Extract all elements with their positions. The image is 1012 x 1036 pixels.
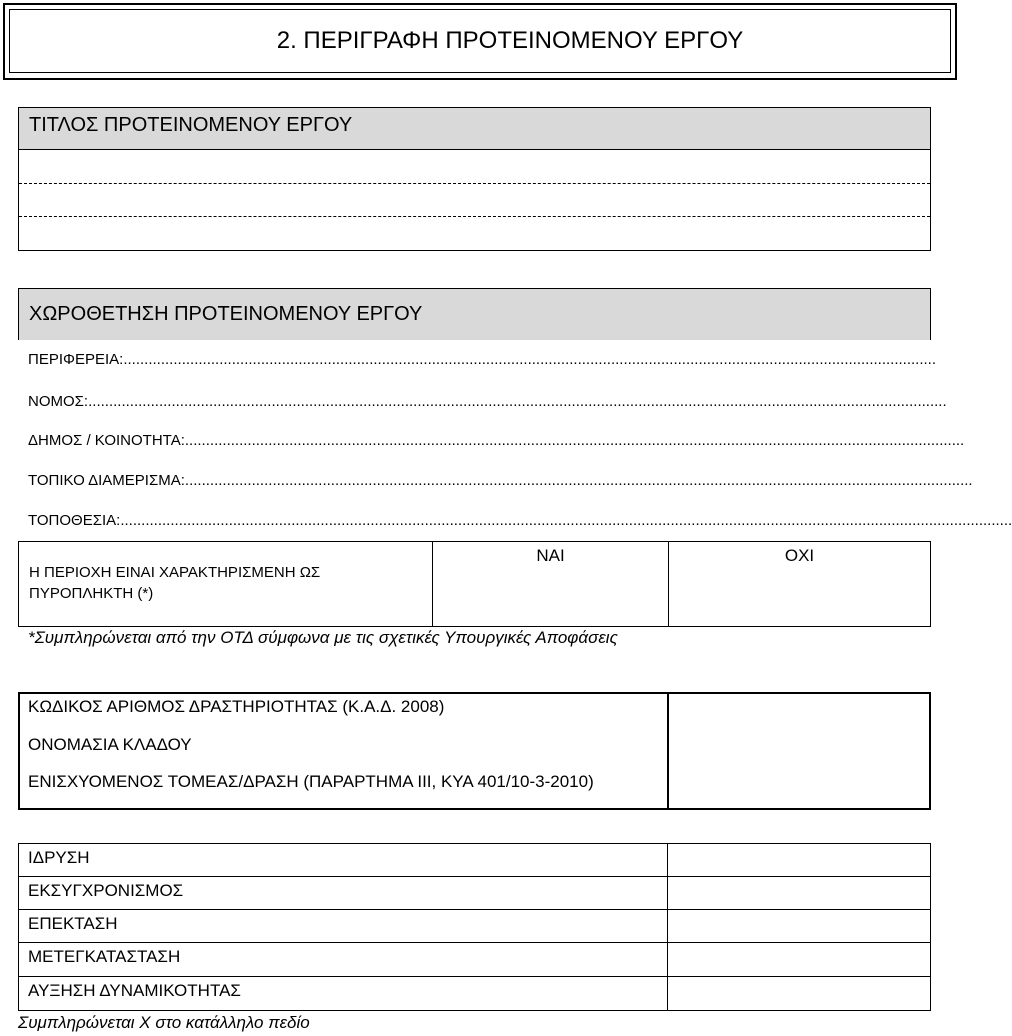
local-district-field[interactable] bbox=[28, 472, 973, 496]
action-expansion-label: ΕΠΕΚΤΑΣΗ bbox=[28, 914, 118, 933]
fire-zone-yes-label: ΝΑΙ bbox=[536, 546, 565, 565]
action-type-note: Συμπληρώνεται Χ στο κατάλληλο πεδίο bbox=[18, 1013, 310, 1032]
region-dots: ................................................................................................................................................................................................... bbox=[123, 351, 937, 368]
project-title-line-2[interactable] bbox=[19, 216, 930, 217]
action-founding-checkbox[interactable] bbox=[668, 844, 930, 876]
fire-zone-no-label: ΟΧΙ bbox=[784, 546, 815, 565]
fire-zone-note: *Συμπληρώνεται από την ΟΤΔ σύμφωνα με τις σχετικές Υπουργικές Αποφάσεις bbox=[28, 628, 618, 647]
fire-zone-no-cell[interactable] bbox=[668, 541, 931, 627]
action-capacity-checkbox[interactable] bbox=[668, 977, 930, 1010]
fire-zone-question-line-2: ΠΥΡΟΠΛΗΚΤΗ (*) bbox=[29, 585, 154, 602]
action-modernization-checkbox[interactable] bbox=[668, 877, 930, 909]
municipality-field[interactable] bbox=[28, 432, 965, 456]
action-capacity-label: ΑΥΞΗΣΗ ΔΥΝΑΜΙΚΟΤΗΤΑΣ bbox=[28, 981, 241, 1000]
municipality-dots: ........................................................................................................................................................................................... bbox=[184, 432, 965, 449]
region-label: ΠΕΡΙΦΕΡΕΙΑ: bbox=[28, 351, 124, 368]
action-founding-label: ΙΔΡΥΣΗ bbox=[28, 848, 90, 867]
region-field[interactable] bbox=[28, 351, 937, 375]
activity-code-label: ΚΩΔΙΚΟΣ ΑΡΙΘΜΟΣ ΔΡΑΣΤΗΡΙΟΤΗΤΑΣ (Κ.Α.Δ. 2008) bbox=[28, 697, 445, 716]
action-modernization-label: ΕΚΣΥΓΧΡΟΝΙΣΜΟΣ bbox=[28, 881, 184, 900]
codes-value-cell[interactable] bbox=[668, 694, 929, 808]
project-title-heading: ΤΙΤΛΟΣ ΠΡΟΤΕΙΝΟΜΕΝΟΥ ΕΡΓΟΥ bbox=[19, 108, 930, 150]
fire-zone-question-line-1: Η ΠΕΡΙΟΧΗ ΕΙΝΑΙ ΧΑΡΑΚΤΗΡΙΣΜΕΝΗ ΩΣ bbox=[29, 564, 321, 581]
local-district-dots: ............................................................................................................................................................................................. bbox=[184, 472, 973, 489]
action-relocation-label: ΜΕΤΕΓΚΑΤΑΣΤΑΣΗ bbox=[28, 947, 181, 966]
municipality-label: ΔΗΜΟΣ / ΚΟΙΝΟΤΗΤΑ: bbox=[28, 432, 185, 449]
sector-name-label: ΟΝΟΜΑΣΙΑ ΚΛΑΔΟΥ bbox=[28, 735, 192, 754]
prefecture-dots: .............................................................................................................................................................................................................. bbox=[88, 393, 947, 410]
fire-zone-yes-cell[interactable] bbox=[432, 541, 669, 627]
prefecture-label: ΝΟΜΟΣ: bbox=[28, 393, 89, 410]
action-relocation-checkbox[interactable] bbox=[668, 943, 930, 976]
action-expansion-checkbox[interactable] bbox=[668, 910, 930, 942]
site-field[interactable] bbox=[28, 512, 1012, 536]
project-title-line-1[interactable] bbox=[19, 183, 930, 184]
fire-zone-question bbox=[18, 541, 433, 627]
location-heading: ΧΩΡΟΘΕΤΗΣΗ ΠΡΟΤΕΙΝΟΜΕΝΟΥ ΕΡΓΟΥ bbox=[18, 288, 931, 340]
site-dots: ...................................................................................................................................................................................................................... bbox=[120, 512, 1012, 529]
supported-sector-label: ΕΝΙΣΧΥΟΜΕΝΟΣ ΤΟΜΕΑΣ/ΔΡΑΣΗ (ΠΑΡΑΡΤΗΜΑ ΙΙΙ, ΚΥΑ 401/10-3-2010) bbox=[28, 772, 594, 791]
local-district-label: ΤΟΠΙΚΟ ΔΙΑΜΕΡΙΣΜΑ: bbox=[28, 472, 185, 489]
header-inner-frame bbox=[9, 9, 951, 73]
prefecture-field[interactable] bbox=[28, 393, 947, 417]
page-title: 2. ΠΕΡΙΓΡΑΦΗ ΠΡΟΤΕΙΝΟΜΕΝΟΥ ΕΡΓΟΥ bbox=[276, 27, 744, 54]
site-label: ΤΟΠΟΘΕΣΙΑ: bbox=[28, 512, 121, 529]
